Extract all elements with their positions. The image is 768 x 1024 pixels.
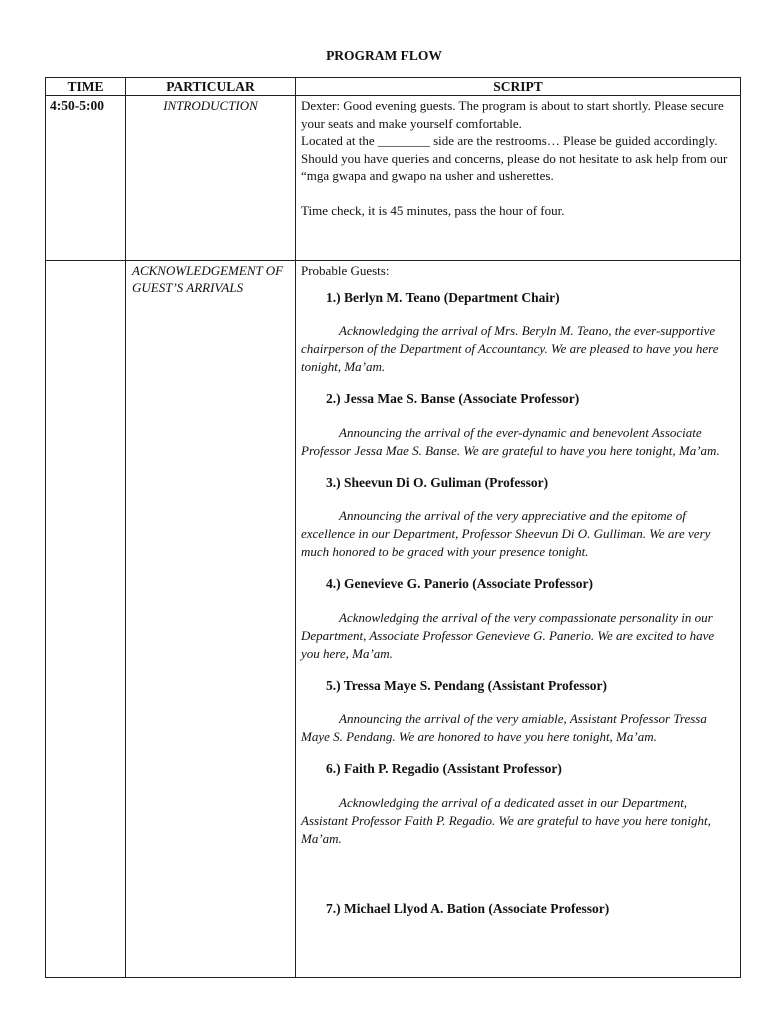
ack-script-cell — [296, 261, 741, 978]
probable-guests-label: Probable Guests: — [301, 263, 390, 278]
guest-text-6: Acknowledging the arrival of a dedicated asset in our Department, Assistant Professor Faith P. Regadio. We are grateful to have you here tonight, Ma’am. — [301, 794, 711, 846]
intro-script-cell — [296, 96, 741, 261]
guest-heading-2: 2.) Jessa Mae S. Banse (Associate Professor) — [326, 391, 580, 406]
table-row-introduction — [46, 96, 741, 261]
guest-text-4: Acknowledging the arrival of the very compassionate personality in our Department, Associate Professor Genevieve G. Panerio. We are excited to have you here, Ma’am. — [301, 609, 715, 661]
column-header-particular: PARTICULAR — [126, 78, 296, 96]
guest-text-5: Announcing the arrival of the very amiable, Assistant Professor Tressa Maye S. Pendang. We are honored to have you here tonight, Ma’am. — [301, 711, 707, 744]
intro-paragraph-3: Time check, it is 45 minutes, pass the hour of four. — [301, 202, 565, 218]
program-flow-table — [45, 77, 741, 978]
guest-text-2: Announcing the arrival of the ever-dynamic and benevolent Associate Professor Jessa Mae S. Banse. We are grateful to have you here tonight, Ma’am. — [301, 424, 720, 458]
ack-time-cell — [46, 261, 126, 978]
intro-paragraph-1: Dexter: Good evening guests. The program is about to start shortly. Please secure your seats and make yourself comfortable. — [301, 98, 724, 131]
paragraph-spacer — [301, 185, 736, 202]
guest-heading-6: 6.) Faith P. Regadio (Assistant Professor) — [326, 761, 562, 776]
guest-heading-4: 4.) Genevieve G. Panerio (Associate Professor) — [326, 576, 594, 591]
table-row-acknowledgement — [46, 261, 741, 978]
guest-text-1: Acknowledging the arrival of Mrs. Beryln M. Teano, the ever-supportive chairperson of the Department of Accountancy. We are pleased to have you here tonight, Ma’am. — [301, 323, 719, 374]
column-header-time: TIME — [46, 78, 126, 96]
guest-heading-1: 1.) Berlyn M. Teano (Department Chair) — [326, 289, 560, 305]
guest-text-3: Announcing the arrival of the very appreciative and the epitome of excellence in our Department, Professor Sheevun Di O. Gulliman. We are very much honored to be graced with your presence tonight. — [301, 508, 711, 559]
guest-heading-3: 3.) Sheevun Di O. Guliman (Professor) — [326, 474, 549, 490]
ack-particular-cell: ACKNOWLEDGEMENT OF GUEST’S ARRIVALS — [126, 261, 296, 978]
page-title: PROGRAM FLOW — [326, 48, 442, 63]
column-header-script: SCRIPT — [296, 78, 741, 96]
table-header-row — [46, 78, 741, 96]
intro-time-cell: 4:50-5:00 — [46, 96, 126, 261]
intro-particular-cell: INTRODUCTION — [126, 96, 296, 261]
intro-paragraph-2: Located at the ________ side are the restrooms… Please be guided accordingly. Should you have queries and concerns, please do not hesitate to ask help from our “mga gwapa and gwapo na usher and usherettes. — [301, 133, 728, 183]
guest-heading-5: 5.) Tressa Maye S. Pendang (Assistant Professor) — [326, 677, 607, 693]
guest-heading-7: 7.) Michael Llyod A. Bation (Associate Professor) — [326, 900, 610, 916]
